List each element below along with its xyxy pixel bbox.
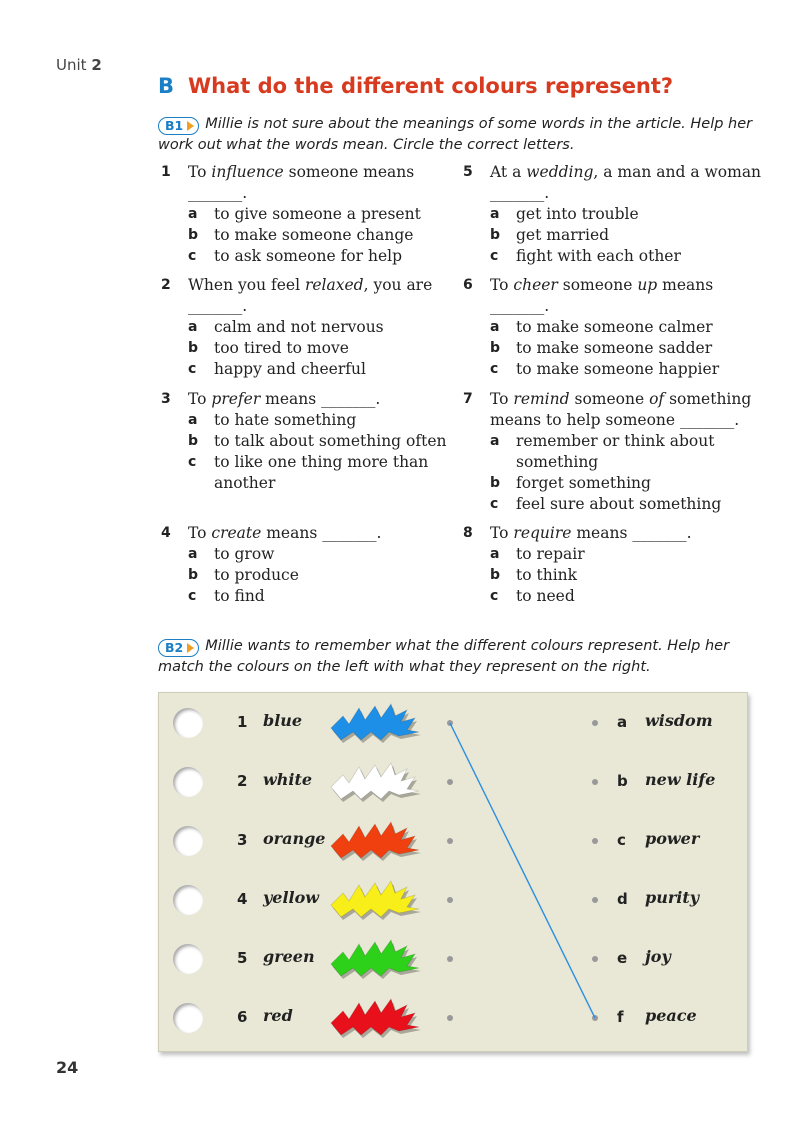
question-number: 6	[463, 277, 473, 293]
option-text: happy and cheerful	[214, 360, 366, 378]
option-text: to make someone calmer	[516, 318, 713, 336]
b1-badge: B1	[158, 117, 199, 135]
colour-word-green: green	[263, 947, 315, 966]
option-text: remember or think about something	[516, 432, 715, 471]
option-a[interactable]	[188, 544, 451, 565]
colour-number: 5	[237, 949, 248, 967]
meaning-word-purity: purity	[645, 888, 700, 907]
meaning-word-joy: joy	[645, 947, 671, 966]
option-text: to make someone change	[214, 226, 414, 244]
meaning-letter: d	[617, 890, 628, 908]
option-c[interactable]	[490, 494, 763, 515]
question-stem: To cheer someone up means _______.	[490, 276, 714, 315]
option-letter[interactable]: c	[490, 496, 499, 512]
question-stem: To create means _______.	[188, 524, 382, 542]
option-text: get into trouble	[516, 205, 639, 223]
option-letter[interactable]: a	[188, 319, 198, 335]
question-number: 7	[463, 391, 473, 407]
option-letter[interactable]: c	[490, 588, 499, 604]
question-number: 3	[161, 391, 171, 407]
option-a[interactable]	[188, 204, 451, 225]
option-letter[interactable]: a	[490, 206, 500, 222]
option-letter[interactable]: b	[188, 567, 199, 583]
option-letter[interactable]: c	[188, 454, 197, 470]
question-stem: To require means _______.	[490, 524, 692, 542]
option-letter[interactable]: b	[490, 567, 501, 583]
play-arrow-icon	[187, 121, 194, 131]
answer-line-1-f	[450, 723, 595, 1018]
question-stem: When you feel relaxed, you are _______.	[188, 276, 433, 315]
option-text: to talk about something often	[214, 432, 447, 450]
b2-badge: B2	[158, 639, 199, 657]
option-letter[interactable]: b	[490, 340, 501, 356]
option-b[interactable]	[490, 565, 763, 586]
question-number: 5	[463, 164, 473, 180]
section-heading: What do the different colours represent?	[188, 74, 674, 98]
colour-number: 4	[237, 890, 248, 908]
question-stem: At a wedding, a man and a woman _______.	[490, 163, 762, 202]
option-a[interactable]	[490, 544, 763, 565]
option-letter[interactable]: a	[188, 412, 198, 428]
meaning-word-new-life: new life	[645, 770, 716, 789]
question-stem: To remind someone of something means to help someone _______.	[490, 390, 752, 429]
option-letter[interactable]: c	[188, 588, 197, 604]
option-c[interactable]	[490, 586, 763, 607]
option-text: to find	[214, 587, 265, 605]
option-text: fight with each other	[516, 247, 681, 265]
option-c[interactable]	[490, 359, 763, 380]
colour-number: 3	[237, 831, 248, 849]
colour-word-white: white	[263, 770, 313, 789]
option-text: to grow	[214, 545, 275, 563]
section-letter: B	[158, 74, 175, 98]
option-b[interactable]	[188, 225, 451, 246]
question-stem: To prefer means _______.	[188, 390, 381, 408]
section-title	[158, 74, 673, 98]
question-5	[463, 162, 763, 267]
option-c[interactable]	[188, 586, 451, 607]
option-b[interactable]	[490, 473, 763, 494]
question-2	[161, 275, 451, 380]
colour-word-red: red	[263, 1006, 293, 1025]
question-number: 1	[161, 164, 171, 180]
option-letter[interactable]: c	[188, 361, 197, 377]
option-letter[interactable]: a	[490, 433, 500, 449]
question-number: 2	[161, 277, 171, 293]
option-text: to give someone a present	[214, 205, 421, 223]
unit-label: Unit 2	[56, 56, 102, 74]
option-text: to produce	[214, 566, 299, 584]
question-1	[161, 162, 451, 267]
option-text: to make someone sadder	[516, 339, 713, 357]
colour-word-orange: orange	[263, 829, 326, 848]
option-c[interactable]	[490, 246, 763, 267]
meaning-word-power: power	[645, 829, 700, 848]
option-b[interactable]	[490, 338, 763, 359]
b1-instruction	[158, 114, 758, 156]
option-text: to repair	[516, 545, 585, 563]
option-letter[interactable]: a	[188, 206, 198, 222]
question-4	[161, 523, 451, 607]
option-text: to hate something	[214, 411, 357, 429]
question-number: 4	[161, 525, 171, 541]
option-letter[interactable]: a	[490, 319, 500, 335]
option-text: to ask someone for help	[214, 247, 403, 265]
matching-board	[158, 692, 748, 1052]
option-text: forget something	[516, 474, 651, 492]
option-letter[interactable]: b	[188, 227, 199, 243]
option-letter[interactable]: a	[188, 546, 198, 562]
option-letter[interactable]: b	[188, 433, 199, 449]
meaning-letter: a	[617, 713, 628, 731]
option-letter[interactable]: c	[188, 248, 197, 264]
option-text: to think	[516, 566, 578, 584]
option-text: to like one thing more than another	[214, 453, 429, 492]
meaning-letter: b	[617, 772, 628, 790]
option-letter[interactable]: c	[490, 248, 499, 264]
colour-word-yellow: yellow	[263, 888, 320, 907]
colour-word-blue: blue	[263, 711, 303, 730]
colour-number: 2	[237, 772, 248, 790]
option-text: calm and not nervous	[214, 318, 384, 336]
b2-instruction-text: Millie wants to remember what the different colours represent. Help her match the colours on the left with what they represent on the right.	[158, 638, 730, 675]
question-3	[161, 389, 451, 494]
option-letter[interactable]: a	[490, 546, 500, 562]
example-answer-line	[159, 693, 749, 1053]
option-c[interactable]	[188, 452, 451, 494]
option-a[interactable]	[490, 204, 763, 225]
b2-instruction	[158, 636, 758, 678]
page-number: 24	[56, 1058, 79, 1077]
question-8	[463, 523, 763, 607]
b1-instruction-text: Millie is not sure about the meanings of some words in the article. Help her work out what the words mean. Circle the correct letters.	[158, 116, 753, 153]
option-a[interactable]	[490, 431, 763, 473]
colour-number: 6	[237, 1008, 248, 1026]
question-7	[463, 389, 763, 515]
option-text: get married	[516, 226, 610, 244]
option-a[interactable]	[490, 317, 763, 338]
meaning-letter: c	[617, 831, 626, 849]
option-letter[interactable]: b	[188, 340, 199, 356]
meaning-letter: e	[617, 949, 628, 967]
colour-number: 1	[237, 713, 248, 731]
option-c[interactable]	[188, 246, 451, 267]
meaning-letter: f	[617, 1008, 624, 1026]
option-letter[interactable]: b	[490, 475, 501, 491]
option-b[interactable]	[490, 225, 763, 246]
option-b[interactable]	[188, 338, 451, 359]
option-text: to need	[516, 587, 575, 605]
option-a[interactable]	[188, 410, 451, 431]
meaning-word-peace: peace	[645, 1006, 697, 1025]
play-arrow-icon	[187, 643, 194, 653]
option-text: to make someone happier	[516, 360, 720, 378]
question-stem: To influence someone means _______.	[188, 163, 415, 202]
question-number: 8	[463, 525, 473, 541]
option-text: feel sure about something	[516, 495, 722, 513]
option-b[interactable]	[188, 431, 451, 452]
option-b[interactable]	[188, 565, 451, 586]
question-6	[463, 275, 763, 380]
option-letter[interactable]: b	[490, 227, 501, 243]
option-letter[interactable]: c	[490, 361, 499, 377]
option-a[interactable]	[188, 317, 451, 338]
option-text: too tired to move	[214, 339, 349, 357]
meaning-word-wisdom: wisdom	[645, 711, 713, 730]
option-c[interactable]	[188, 359, 451, 380]
